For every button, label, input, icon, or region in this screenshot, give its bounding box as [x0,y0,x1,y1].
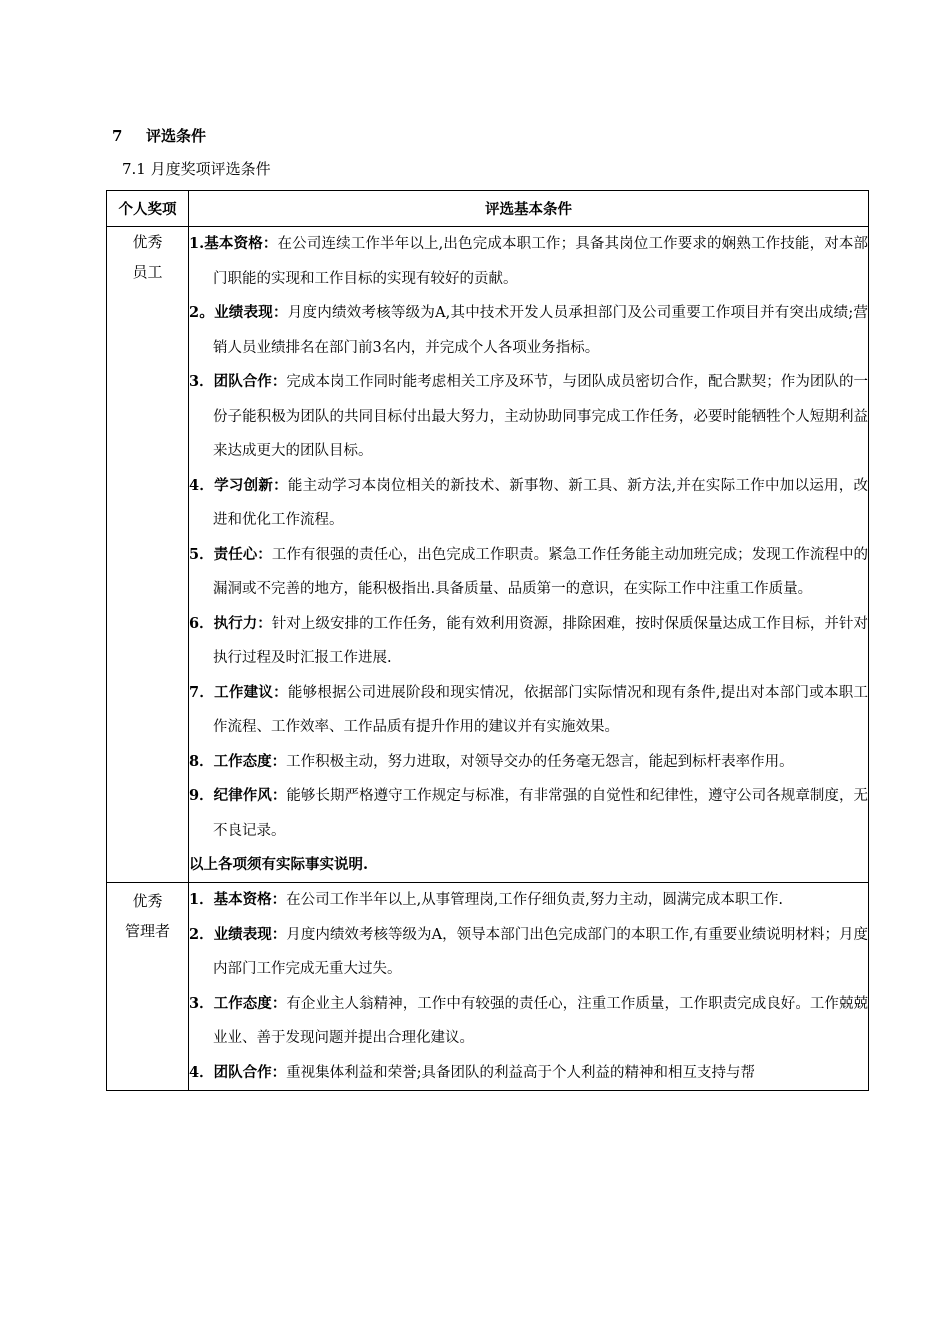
list-item: 1．基本资格：在公司工作半年以上,从事管理岗,工作仔细负责,努力主动，圆满完成本职工作. [189,891,784,908]
table-header-row [107,191,869,227]
table-row [107,227,869,883]
list-item: 1.基本资格：在公司连续工作半年以上,出色完成本职工作；具备其岗位工作要求的娴熟工作技能，对本部门职能的实现和工作目标的实现有较好的贡献。 [189,235,869,287]
criteria-list [189,883,869,1091]
list-item: 2。业绩表现：月度内绩效考核等级为A,其中技术开发人员承担部门及公司重要工作项目并有突出成绩;营销人员业绩排名在部门前3名内，并完成个人各项业务指标。 [189,304,869,356]
section-number: 7 [112,127,123,145]
award-name: 优秀 管理者 [107,883,189,1091]
list-item: 4．团队合作：重视集体利益和荣誉;具备团队的利益高于个人利益的精神和相互支持与帮 [189,1063,755,1081]
list-item: 2．业绩表现：月度内绩效考核等级为A，领导本部门出色完成部门的本职工作,有重要业绩说明材料；月度内部门工作完成无重大过失。 [189,925,869,977]
list-item: 6．执行力：针对上级安排的工作任务，能有效利用资源，排除困难，按时保质保量达成工作目标，并针对执行过程及时汇报工作进展. [189,614,868,666]
criteria-list [189,227,869,883]
list-item: 5．责任心：工作有很强的责任心，出色完成工作职责。紧急工作任务能主动加班完成；发现工作流程中的漏洞或不完善的地方，能积极指出.具备质量、品质第一的意识，在实际工作中注重工作质量。 [189,545,868,597]
list-item: 9．纪律作风：能够长期严格遵守工作规定与标准，有非常强的自觉性和纪律性，遵守公司各规章制度，无不良记录。 [189,787,869,839]
list-item: 3．工作态度：有企业主人翁精神，工作中有较强的责任心，注重工作质量，工作职责完成良好。工作兢兢业业、善于发现问题并提出合理化建议。 [189,994,869,1046]
criteria-note: 以上各项须有实际事实说明. [189,856,369,873]
section-heading [112,125,206,146]
list-item: 8．工作态度：工作积极主动，努力进取，对领导交办的任务毫无怨言，能起到标杆表率作用。 [189,752,794,770]
header-award: 个人奖项 [107,191,189,227]
award-name: 优秀 员工 [107,227,189,883]
header-criteria: 评选基本条件 [189,191,869,227]
list-item: 7．工作建议：能够根据公司进展阶段和现实情况，依据部门实际情况和现有条件,提出对本部门或本职工作流程、工作效率、工作品质有提升作用的建议并有实施效果。 [189,683,868,735]
section-subtitle: 7.1 月度奖项评选条件 [122,160,271,178]
list-item: 4．学习创新：能主动学习本岗位相关的新技术、新事物、新工具、新方法,并在实际工作中加以运用，改进和优化工作流程。 [189,476,868,528]
criteria-table [106,190,869,1091]
section-title: 评选条件 [146,127,207,145]
list-item: 3．团队合作：完成本岗工作同时能考虑相关工序及环节，与团队成员密切合作，配合默契；作为团队的一份子能积极为团队的共同目标付出最大努力，主动协助同事完成工作任务，必要时能牺牲个人短期利益来达成更大的团队目标。 [189,373,869,459]
table-row [107,883,869,1091]
